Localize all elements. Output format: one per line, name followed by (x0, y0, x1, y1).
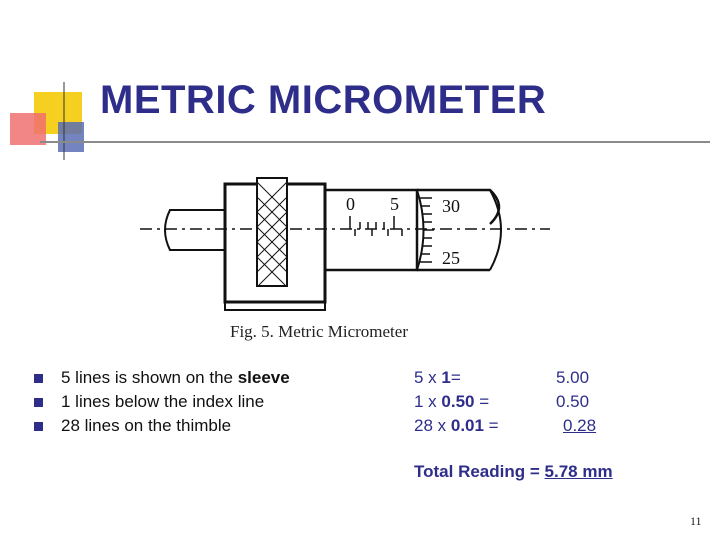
calc-prefix: 5 x (414, 368, 442, 387)
list-item (28, 414, 290, 438)
figure-caption: Fig. 5. Metric Micrometer (230, 322, 408, 341)
calc-factor: 1 (441, 368, 451, 387)
calc-prefix: 1 x (414, 392, 442, 411)
list-item-bold: sleeve (237, 368, 290, 387)
calc-factor: 0.50 (441, 392, 475, 411)
page-title: METRIC MICROMETER (100, 78, 547, 122)
calc-row (414, 366, 674, 390)
thimble-label-25: 25 (442, 248, 460, 268)
calc-prefix: 28 x (414, 416, 451, 435)
thimble-label-30: 30 (442, 196, 460, 216)
title-divider (40, 141, 710, 143)
list-item (28, 390, 290, 414)
bullet-square-icon (34, 422, 43, 431)
page-number: 11 (690, 514, 702, 528)
calc-equals: = (450, 368, 461, 387)
total-reading (414, 462, 613, 482)
bullet-list (28, 366, 290, 438)
calc-equals: = (483, 416, 499, 435)
calc-factor: 0.01 (450, 416, 484, 435)
calc-result: 5.00 (556, 368, 590, 387)
calculation-block (414, 366, 674, 438)
calc-row (414, 390, 674, 414)
list-item (28, 366, 290, 390)
calc-result: 0.28 (563, 416, 597, 435)
total-label: Total Reading = (414, 462, 545, 481)
bullet-square-icon (34, 398, 43, 407)
bullet-square-icon (34, 374, 43, 383)
total-value: 5.78 mm (544, 462, 613, 481)
sleeve-label-5: 5 (390, 194, 399, 214)
list-item-text: 1 lines below the index line (61, 392, 265, 411)
corner-decoration (0, 0, 110, 170)
calc-row (414, 414, 674, 438)
list-item-text: 5 lines is shown on the (61, 368, 238, 387)
calc-result: 0.50 (556, 392, 590, 411)
calc-equals: = (474, 392, 490, 411)
sleeve-label-0: 0 (346, 194, 355, 214)
list-item-text: 28 lines on the thimble (61, 416, 232, 435)
